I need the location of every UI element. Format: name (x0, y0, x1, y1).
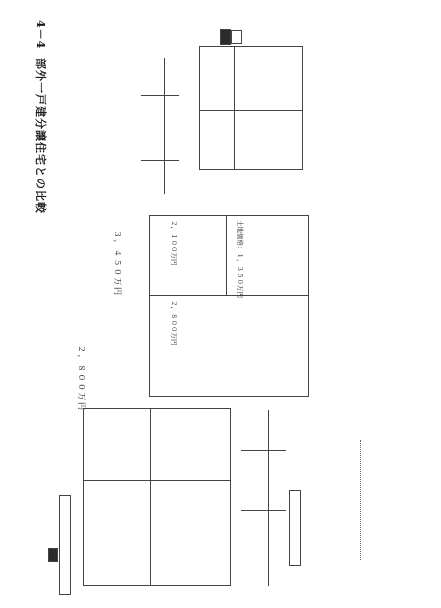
right-top-band (59, 495, 71, 595)
footnote-dotted-rule (360, 440, 361, 560)
right-bottom-band (289, 490, 301, 566)
right-band-vline-2 (241, 510, 286, 511)
heading-a-price: ３，４５０万円 (113, 230, 122, 297)
left-tag-top (220, 29, 231, 45)
left-divider-mid (234, 46, 235, 170)
left-tag-bottom (231, 30, 242, 44)
section-number: 4－4 (34, 20, 47, 50)
left-divider-col (199, 110, 303, 111)
center-bldg-price-a: ２，１００万円 (170, 220, 178, 266)
page-title: 部外一戸建分譲住宅との比較 (34, 58, 47, 214)
right-band-rule (268, 410, 269, 586)
left-band-vline-2 (141, 160, 179, 161)
right-divider-col (83, 480, 231, 481)
center-bldg-price-b: ２，８００万円 (170, 300, 178, 346)
center-divider-left (226, 215, 227, 295)
right-band-vline-1 (241, 450, 286, 451)
center-divider (149, 295, 309, 296)
left-table-frame (199, 46, 303, 170)
right-divider-row (150, 408, 151, 586)
left-band-rule (164, 58, 165, 194)
left-band-vline-1 (141, 95, 179, 96)
heading-b-price: ２，８００万円 (77, 345, 86, 412)
center-land-price-a: 土地価格：１，３５０万円 (236, 220, 244, 298)
right-tag-top (48, 548, 58, 562)
right-table-frame (83, 408, 231, 586)
